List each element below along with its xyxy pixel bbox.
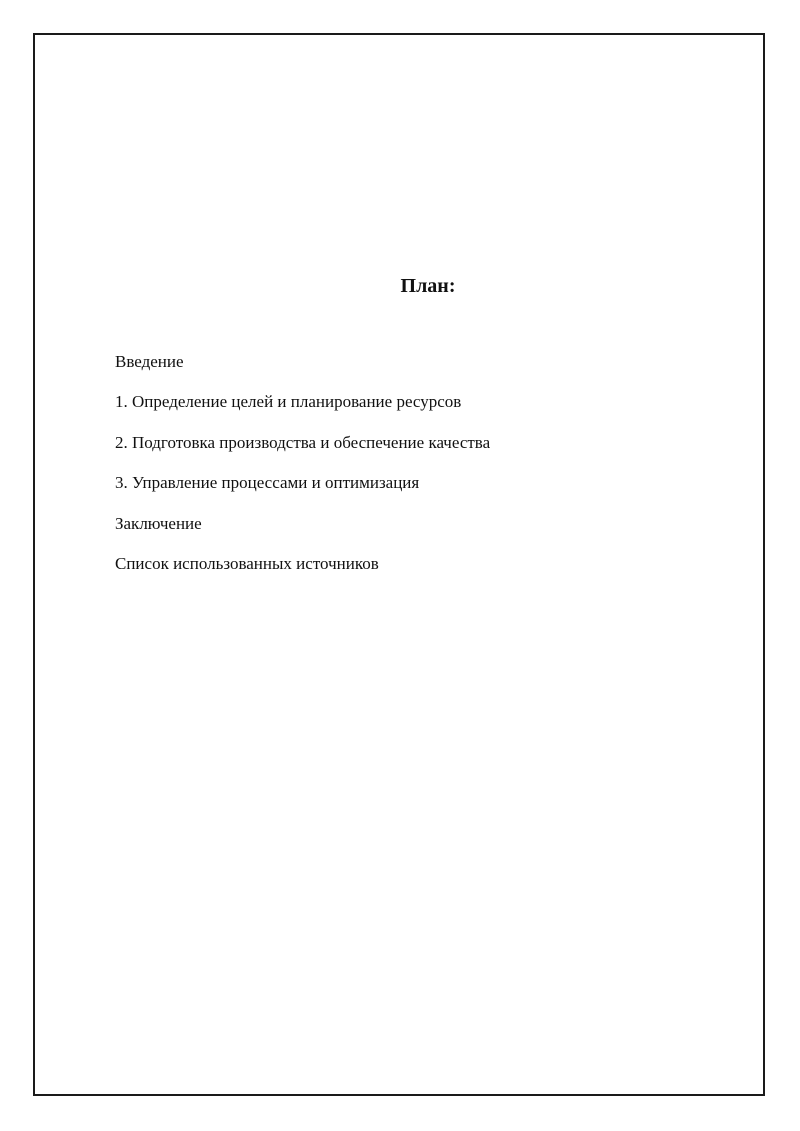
toc-item-section-3: 3. Управление процессами и оптимизация bbox=[115, 473, 420, 493]
toc-item-section-2: 2. Подготовка производства и обеспечение качества bbox=[115, 432, 491, 452]
toc-item-conclusion: Заключение bbox=[115, 513, 202, 533]
table-of-contents bbox=[115, 349, 490, 591]
toc-item-section-1: 1. Определение целей и планирование ресурсов bbox=[115, 392, 462, 412]
page-title: План: bbox=[400, 275, 456, 297]
toc-item-introduction: Введение bbox=[115, 352, 184, 371]
toc-item-references: Список использованных источников bbox=[115, 553, 379, 573]
